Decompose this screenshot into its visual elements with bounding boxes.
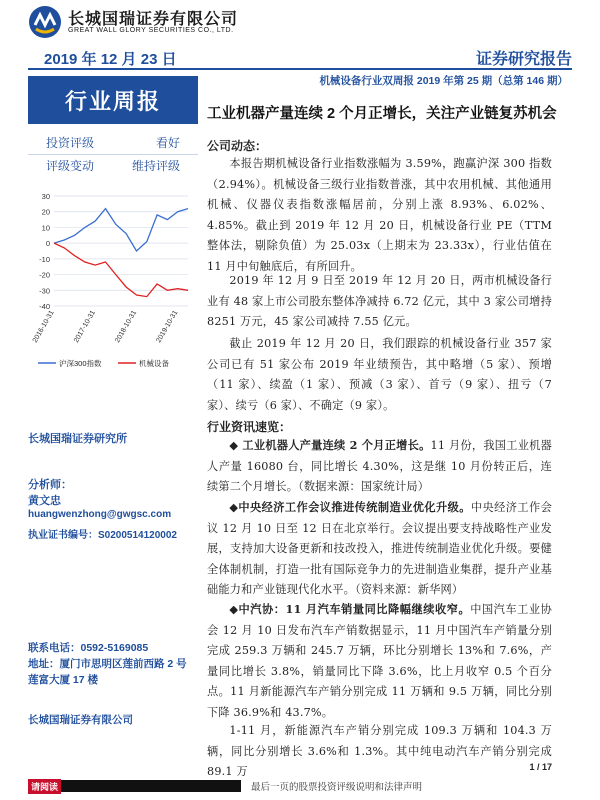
report-banner: 行业周报 <box>28 76 198 124</box>
paragraph-forecast: 截止 2019 年 12 月 20 日，我们跟踪的机械设备行业 357 家公司已有 51 家公布 2019 年业绩预告，其中略增（5 家）、预增（11 家）、续盈（1 家）、预减（3 家）、首亏（9 家）、扭亏（7 家）、续亏（6 家）、不确定（9 家）。 <box>207 337 552 412</box>
y-tick-label: 10 <box>41 223 50 233</box>
x-tick-label: 2016-10-31 <box>31 309 56 345</box>
news-robot-body: 11 月份，我国工业机器人产量 16080 台，同比增长 4.30%，这是继 10 月份转正后，连续第二个月增长。（数据来源：国家统计局） <box>207 439 552 493</box>
x-tick-label: 2018-10-31 <box>114 309 139 345</box>
rating-row-1 <box>28 132 198 155</box>
institute-name: 长城国瑞证券研究所 <box>28 433 127 445</box>
y-tick-label: -40 <box>39 302 50 311</box>
news-conference-body: 中央经济工作会议 12 月 10 日至 12 日在北京举行。会议提出要支持战略性产业发展，支持加大设备更新和技改投入，推进传统制造业优化升级。要健全体制机制，打造一批有国际竞争力的先进制造业集群，提升产业基础能力和产业链现代化水平。（资料来源：新华网） <box>207 501 552 596</box>
news-auto-head: ◆中汽协：11 月汽车销量同比降幅继续收窄。 <box>229 602 471 616</box>
company-logo <box>28 5 62 39</box>
footer-bar <box>28 779 572 793</box>
news-conference <box>207 497 552 601</box>
legend-label: 沪深300指数 <box>59 359 102 368</box>
series-line-1 <box>54 243 188 297</box>
y-tick-label: 20 <box>41 207 50 217</box>
footer-black-bar <box>61 780 241 792</box>
paragraph-holdings: 2019 年 12 月 9 日至 2019 年 12 月 20 日，两市机械设备行业有 48 家上市公司股东整体净减持 6.72 亿元，其中 3 家公司增持 8251 万元，45 家公司减持 7.55 亿元。 <box>207 274 552 328</box>
report-date: 2019 年 12 月 23 日 <box>44 51 177 68</box>
rating-label: 投资评级 <box>46 136 95 150</box>
y-tick-label: -10 <box>39 254 50 264</box>
company-footer-name: 长城国瑞证券有限公司 <box>28 714 133 726</box>
rating-value: 维持评级 <box>131 159 180 173</box>
company-name-en: GREAT WALL GLORY SECURITIES CO., LTD. <box>68 27 234 34</box>
legend-label: 机械设备 <box>139 359 169 368</box>
license-number: 执业证书编号：S0200514120002 <box>28 530 177 541</box>
section-industry-news: 行业资讯速览： <box>207 420 292 434</box>
contact-phone: 联系电话：0592-5169085 <box>28 642 149 654</box>
report-series: 机械设备行业双周报 2019 年第 25 期（总第 146 期） <box>319 75 568 87</box>
analyst-email[interactable]: huangwenzhong@gwgsc.com <box>28 509 172 520</box>
rating-label: 评级变动 <box>46 159 95 173</box>
rating-value: 看好 <box>155 136 180 150</box>
section-company-news: 公司动态： <box>207 139 268 153</box>
analyst-name: 黄文忠 <box>28 495 61 507</box>
report-title: 工业机器产量连续 2 个月正增长，关注产业链复苏机会 <box>207 106 557 122</box>
performance-chart <box>28 188 200 378</box>
page-number: 1 / 17 <box>529 762 552 772</box>
footer-disclaimer: 最后一页的股票投资评级说明和法律声明 <box>251 782 423 793</box>
header-divider <box>28 68 572 70</box>
y-tick-label: -20 <box>39 270 50 280</box>
rating-row-2 <box>28 155 198 177</box>
footer-tag: 请阅读 <box>28 779 61 794</box>
rating-table <box>28 132 198 177</box>
y-tick-label: -30 <box>39 286 50 296</box>
series-line-0 <box>54 209 188 251</box>
news-auto <box>207 599 552 723</box>
chart-svg <box>28 188 200 378</box>
news-robot <box>207 435 552 498</box>
x-tick-label: 2019-10-31 <box>155 309 180 345</box>
report-type: 证券研究报告 <box>475 51 572 68</box>
analyst-label: 分析师： <box>28 479 72 491</box>
x-tick-label: 2017-10-31 <box>72 309 97 345</box>
address: 地址：厦门市思明区莲前西路 2 号莲富大厦 17 楼 <box>28 658 187 686</box>
y-tick-label: 30 <box>41 192 50 201</box>
paragraph-nev: 1-11 月，新能源汽车产销分别完成 109.3 万辆和 104.3 万辆，同比分别增长 3.6%和 1.3%。其中纯电动汽车产销分别完成 89.1 万 <box>207 724 552 778</box>
news-robot-head: ◆ 工业机器人产量连续 2 个月正增长。 <box>229 438 431 452</box>
paragraph-index: 本报告期机械设备行业指数涨幅为 3.59%，跑赢沪深 300 指数（2.94%）。机械设备三级行业指数普涨，其中农用机械、其他通用机械、仪器仪表指数涨幅居前，分别上涨 8.93%、6.02%、4.85%。截止到 2019 年 12 月 20 日，机械设备行业 PE（TTM 整体法，剔除负值）为 25.03x（上期末为 23.33x），行业估值在 11 月中旬触底后，有所回升。 <box>207 157 552 273</box>
news-conference-head: ◆中央经济工作会议推进传统制造业优化升级。 <box>229 500 471 514</box>
news-auto-body: 中国汽车工业协会 12 月 10 日发布汽车产销数据显示，11 月中国汽车产销量分别完成 259.3 万辆和 245.7 万辆，环比分别增长 13%和 7.6%，产量同比增长 3.8%，销量同比下降 3.6%，比上月收窄 0.5 个百分点。11 月新能源汽车产销分别完成 11 万辆和 9.5 万辆，同比分别下降 36.9%和 43.7%。 <box>207 603 553 719</box>
company-name-cn: 长城国瑞证券有限公司 <box>68 11 239 28</box>
y-tick-label: 0 <box>45 239 50 249</box>
